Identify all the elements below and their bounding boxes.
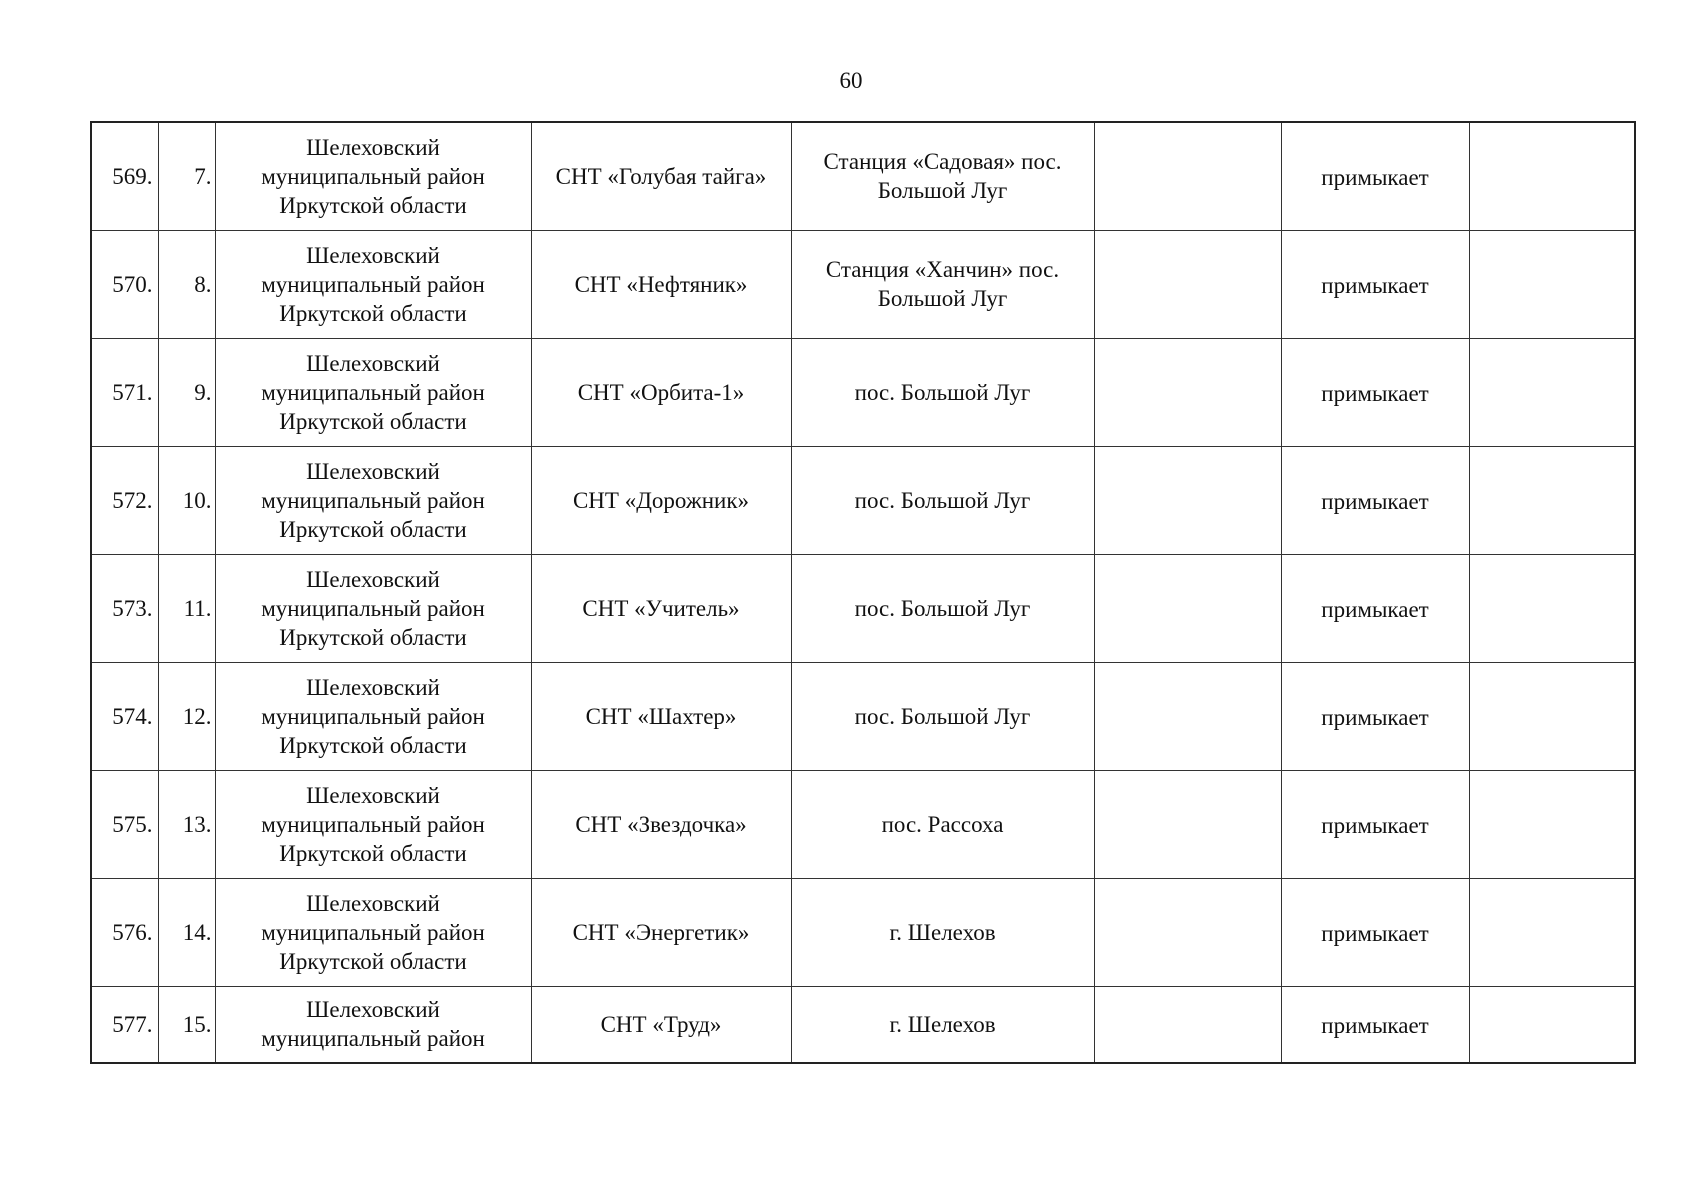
organization-name: СНТ «Шахтер»	[531, 662, 791, 770]
location-cell-line: Станция «Садовая» пос.	[823, 149, 1062, 175]
sub-number: 9.	[158, 338, 215, 446]
table-row	[91, 122, 1635, 230]
row-number: 570.	[91, 230, 158, 338]
status-cell: примыкает	[1281, 122, 1469, 230]
row-number: 569.	[91, 122, 158, 230]
page-number: 60	[839, 68, 863, 93]
status-cell: примыкает	[1281, 770, 1469, 878]
district-cell-line: Шелеховский	[306, 674, 440, 700]
location-cell-line: пос. Большой Луг	[854, 595, 1031, 621]
table-row	[91, 878, 1635, 986]
district-cell-line: Шелеховский	[306, 890, 440, 916]
district-cell-line: Иркутской области	[279, 516, 467, 542]
empty-cell	[1094, 986, 1281, 1063]
row-number: 575.	[91, 770, 158, 878]
empty-cell	[1094, 338, 1281, 446]
location-cell	[791, 986, 1094, 1063]
table-row	[91, 230, 1635, 338]
empty-cell	[1469, 338, 1635, 446]
empty-cell	[1094, 230, 1281, 338]
district-cell	[215, 878, 531, 986]
organization-name: СНТ «Учитель»	[531, 554, 791, 662]
district-cell	[215, 554, 531, 662]
location-cell	[791, 122, 1094, 230]
empty-cell	[1469, 986, 1635, 1063]
row-number: 573.	[91, 554, 158, 662]
organization-name: СНТ «Нефтяник»	[531, 230, 791, 338]
district-cell-line: Иркутской области	[279, 624, 467, 650]
location-cell	[791, 554, 1094, 662]
sub-number: 14.	[158, 878, 215, 986]
district-cell	[215, 230, 531, 338]
location-cell	[791, 338, 1094, 446]
status-cell: примыкает	[1281, 878, 1469, 986]
district-cell-line: муниципальный район	[261, 811, 485, 837]
empty-cell	[1469, 878, 1635, 986]
status-cell: примыкает	[1281, 446, 1469, 554]
district-cell-line: муниципальный район	[261, 595, 485, 621]
empty-cell	[1469, 446, 1635, 554]
settlements-table	[90, 121, 1636, 1064]
location-cell-line: Большой Луг	[877, 286, 1008, 311]
sub-number: 7.	[158, 122, 215, 230]
status-cell: примыкает	[1281, 230, 1469, 338]
empty-cell	[1469, 122, 1635, 230]
empty-cell	[1094, 554, 1281, 662]
location-cell-line: пос. Большой Луг	[854, 487, 1031, 513]
organization-name: СНТ «Орбита-1»	[531, 338, 791, 446]
district-cell-line: Шелеховский	[306, 566, 440, 592]
sub-number: 10.	[158, 446, 215, 554]
table-row	[91, 770, 1635, 878]
table-row	[91, 986, 1635, 1063]
district-cell-line: Иркутской области	[279, 948, 467, 974]
location-cell	[791, 770, 1094, 878]
sub-number: 13.	[158, 770, 215, 878]
row-number: 574.	[91, 662, 158, 770]
district-cell-line: Иркутской области	[279, 192, 467, 218]
table-row	[91, 338, 1635, 446]
district-cell-line: муниципальный район	[261, 919, 485, 945]
district-cell-line: Шелеховский	[306, 350, 440, 376]
empty-cell	[1469, 770, 1635, 878]
organization-name: СНТ «Энергетик»	[531, 878, 791, 986]
empty-cell	[1094, 122, 1281, 230]
district-cell	[215, 338, 531, 446]
empty-cell	[1469, 662, 1635, 770]
empty-cell	[1469, 230, 1635, 338]
location-cell	[791, 446, 1094, 554]
district-cell-line: муниципальный район	[261, 163, 485, 189]
table-row	[91, 662, 1635, 770]
location-cell-line: г. Шелехов	[889, 1011, 996, 1037]
district-cell-line: Шелеховский	[306, 997, 440, 1023]
district-cell-line: муниципальный район	[261, 379, 485, 405]
empty-cell	[1094, 662, 1281, 770]
table-body	[91, 122, 1635, 1063]
district-cell-line: муниципальный район	[261, 487, 485, 513]
status-cell: примыкает	[1281, 986, 1469, 1063]
district-cell-line: Шелеховский	[306, 458, 440, 484]
location-cell-line: Станция «Ханчин» пос.	[825, 257, 1060, 282]
district-cell-line: Иркутской области	[279, 300, 467, 326]
district-cell	[215, 662, 531, 770]
district-cell-line: Иркутской области	[279, 732, 467, 758]
row-number: 577.	[91, 986, 158, 1063]
row-number: 576.	[91, 878, 158, 986]
empty-cell	[1094, 878, 1281, 986]
district-cell-line: муниципальный район	[261, 1026, 485, 1052]
district-cell-line: Иркутской области	[279, 408, 467, 434]
status-cell: примыкает	[1281, 554, 1469, 662]
location-cell	[791, 662, 1094, 770]
table-row	[91, 446, 1635, 554]
status-cell: примыкает	[1281, 662, 1469, 770]
district-cell-line: муниципальный район	[261, 271, 485, 297]
district-cell	[215, 986, 531, 1063]
row-number: 571.	[91, 338, 158, 446]
sub-number: 12.	[158, 662, 215, 770]
district-cell-line: Иркутской области	[279, 840, 467, 866]
district-cell	[215, 446, 531, 554]
location-cell-line: пос. Большой Луг	[854, 703, 1031, 729]
organization-name: СНТ «Дорожник»	[531, 446, 791, 554]
location-cell	[791, 878, 1094, 986]
status-cell: примыкает	[1281, 338, 1469, 446]
empty-cell	[1469, 554, 1635, 662]
organization-name: СНТ «Звездочка»	[531, 770, 791, 878]
district-cell	[215, 122, 531, 230]
organization-name: СНТ «Голубая тайга»	[531, 122, 791, 230]
location-cell-line: Большой Луг	[877, 178, 1008, 204]
row-number: 572.	[91, 446, 158, 554]
empty-cell	[1094, 770, 1281, 878]
sub-number: 11.	[158, 554, 215, 662]
district-cell	[215, 770, 531, 878]
location-cell-line: г. Шелехов	[889, 919, 996, 945]
table-row	[91, 554, 1635, 662]
organization-name: СНТ «Труд»	[531, 986, 791, 1063]
district-cell-line: Шелеховский	[306, 242, 440, 268]
location-cell	[791, 230, 1094, 338]
location-cell-line: пос. Большой Луг	[854, 379, 1031, 405]
sub-number: 8.	[158, 230, 215, 338]
district-cell-line: муниципальный район	[261, 703, 485, 729]
empty-cell	[1094, 446, 1281, 554]
district-cell-line: Шелеховский	[306, 134, 440, 160]
location-cell-line: пос. Рассоха	[881, 811, 1004, 837]
district-cell-line: Шелеховский	[306, 782, 440, 808]
sub-number: 15.	[158, 986, 215, 1063]
